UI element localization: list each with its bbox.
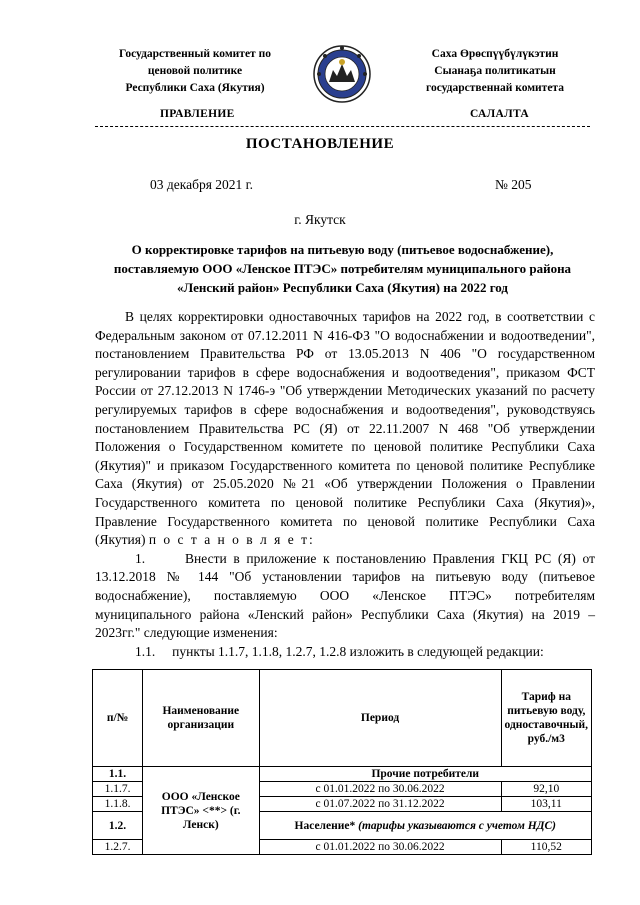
document-type: ПОСТАНОВЛЕНИЕ — [245, 136, 395, 152]
document-subject: О корректировке тарифов на питьевую воду (питьевое водоснабжение), поставляемую ООО «Ленское ПТЭС» потребителям муниципального района «Ленский район» Республики Саха (Якутия) на 2022 год — [113, 242, 572, 295]
committee-name-russian — [95, 46, 295, 97]
item-1 — [95, 550, 595, 643]
committee-line: Республики Саха (Якутия) — [125, 82, 265, 94]
row-period: с 01.01.2022 по 30.06.2022 — [259, 840, 501, 855]
tariff-table — [92, 669, 592, 855]
committee-line: ценовой политике — [147, 65, 243, 77]
item-1-text: Внести в приложение к постановлению Правления ГКЦ РС (Я) от 13.12.2018 № 144 "Об установлении тарифов на питьевую воду (питьевое водоснабжение), поставляемую ООО «Ленское ПТЭС» потребителям муниципального района «Ленский район» Республики Саха (Якутия) на 2019 – 2023гг." следующие изменения: — [95, 550, 595, 641]
row-number: 1.1.7. — [93, 782, 143, 797]
section-label — [259, 812, 591, 840]
header-period: Период — [259, 670, 501, 767]
document-date: 03 декабря 2021 г. — [150, 177, 254, 192]
row-tariff: 92,10 — [501, 782, 591, 797]
committee-line: Государственный комитет по — [119, 48, 271, 60]
row-number: 1.2.7. — [93, 840, 143, 855]
committee-name-yakut — [395, 46, 595, 97]
header-tariff: Тариф на питьевую воду, одноставочный, руб./м3 — [501, 670, 591, 767]
item-1-1-text: пункты 1.1.7, 1.1.8, 1.2.7, 1.2.8 изложить в следующей редакции: — [172, 643, 544, 659]
committee-line: Саха Өрөспүүбүлүкэтин — [431, 48, 559, 60]
sakha-emblem-icon — [313, 42, 371, 106]
header-organization: Наименование организации — [143, 670, 259, 767]
row-period: с 01.07.2022 по 31.12.2022 — [259, 797, 501, 812]
resolves-text: п о с т а н о в л я е т: — [148, 532, 315, 548]
section-note: (тарифы указываются с учетом НДС) — [358, 819, 557, 832]
document-body — [95, 308, 595, 661]
item-1-number: 1. — [135, 550, 146, 566]
item-1-1-number: 1.1. — [135, 643, 156, 659]
committee-line: Сыанаҕа политикатын — [434, 65, 556, 77]
preamble-text: В целях корректировки одноставочных тарифов на 2022 год, в соответствии с Федеральным законом от 07.12.2011 N 416-ФЗ "О водоснабжении и водоотведении", постановлением Правительства РФ от 13.05.2013 N 406 "О государственном регулировании тарифов в сфере водоснабжения и водоотведения", приказом ФСТ России от 27.12.2013 N 1746-э "Об утверждении Методических указаний по расчету регулируемых тарифов в сфере водоснабжения и водоотведения", руководствуясь постановлением Правительства РС (Я) от 22.11.2007 N 468 "Об утверждении Положения о Государственном комитете по ценовой политике Республики Саха (Якутия)" и приказом Государственного комитета по ценовой политике Республике Саха (Якутия) от 25.05.2020 №21 «Об утверждении Положения о Правлении Государственного комитета по ценовой политике Республики Саха (Якутия)», Правление Государственного комитета по ценовой политике Республики Саха (Якутия) — [95, 309, 595, 548]
section-number: 1.1. — [93, 767, 143, 782]
item-1-1 — [95, 643, 595, 662]
section-label-text: Население* — [294, 819, 356, 832]
board-label-russian: ПРАВЛЕНИЕ — [160, 108, 235, 120]
preamble-paragraph — [95, 308, 595, 550]
row-tariff: 103,11 — [501, 797, 591, 812]
row-tariff: 110,52 — [501, 840, 591, 855]
header-num: п/№ — [93, 670, 143, 767]
section-number: 1.2. — [93, 812, 143, 840]
row-period: с 01.01.2022 по 30.06.2022 — [259, 782, 501, 797]
document-number: № 205 — [495, 177, 532, 192]
header-divider — [95, 126, 590, 127]
table-row — [93, 767, 592, 782]
row-number: 1.1.8. — [93, 797, 143, 812]
table-header-row — [93, 670, 592, 767]
document-city: г. Якутск — [294, 212, 346, 227]
organization-name: ООО «Ленское ПТЭС» <**> (г. Ленск) — [143, 767, 259, 855]
board-label-yakut: САЛАЛТА — [470, 108, 529, 120]
section-label: Прочие потребители — [259, 767, 591, 782]
committee-line: государственнай комитета — [426, 82, 564, 94]
